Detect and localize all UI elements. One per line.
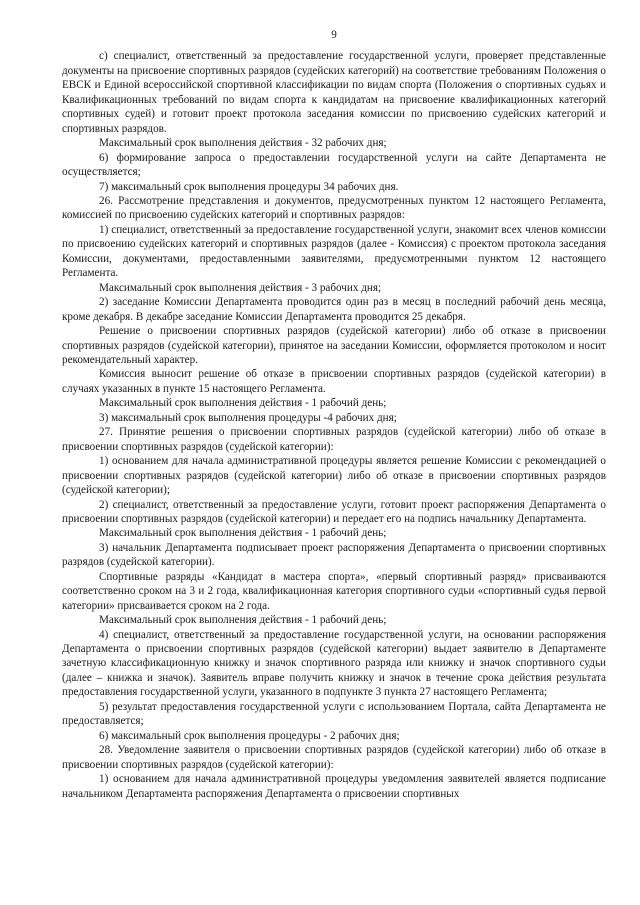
paragraph: Решение о присвоении спортивных разрядов (судейской категории) либо об отказе в присвоении спортивных разрядов (судейской категории), принятое на заседании Комиссии, оформляется протоколом и носит рекомендательный характер.	[62, 325, 606, 366]
paragraph: 7) максимальный срок выполнения процедуры 34 рабочих дня.	[99, 180, 399, 193]
page-number: 9	[331, 29, 337, 41]
paragraph: Максимальный срок выполнения действия - 1 рабочий день;	[99, 527, 387, 540]
paragraph: Максимальный срок выполнения действия - 32 рабочих дня;	[99, 137, 387, 150]
paragraph: Максимальный срок выполнения действия - 3 рабочих дня;	[99, 281, 382, 294]
paragraph: 27. Принятие решения о присвоении спортивных разрядов (судейской категории) либо об отказе в присвоении спортивных разрядов (судейской категории):	[62, 426, 606, 453]
paragraph: 4) специалист, ответственный за предоставление государственной услуги, на основании распоряжения Департамента о присвоении спортивных разрядов (судейской категории) выдает заявителю в Департаменте зачетную классификационную книжку и значок спортивного разряда или книжку и значок спортивного судьи (далее – книжка и значок). Заявитель вправе получить книжку и значок в течение срока действия результата предоставления государственной услуги, указанного в подпункте 3 пункта 27 настоящего Регламента;	[62, 628, 606, 699]
paragraph: 6) формирование запроса о предоставлении государственной услуги на сайте Департамента не осуществляется;	[62, 151, 606, 179]
paragraph: Спортивные разряды «Кандидат в мастера спорта», «первый спортивный разряд» присваиваются соответственно сроком на 3 и 2 года, квалификационная категория спортивного судьи «спортивный судья первой категории» присваивается сроком на 2 года.	[62, 570, 606, 612]
paragraph: 3) максимальный срок выполнения процедуры -4 рабочих дня;	[99, 411, 397, 424]
paragraph: 2) специалист, ответственный за предоставление услуги, готовит проект распоряжения Департамента о присвоении спортивных разрядов (судейской категории) и передает его на подпись начальнику Департамента.	[62, 498, 606, 525]
paragraph: 6) максимальный срок выполнения процедуры - 2 рабочих дня;	[99, 729, 400, 742]
paragraph: 1) основанием для начала административной процедуры уведомления заявителей является подписание начальником Департамента распоряжения Департамента о присвоении спортивных	[62, 773, 606, 800]
paragraph: 3) начальник Департамента подписывает проект распоряжения Департамента о присвоении спортивных разрядов (судейской категории).	[62, 541, 606, 569]
paragraph: Комиссия выносит решение об отказе в присвоении спортивных разрядов (судейской категории) в случаях указанных в пункте 15 настоящего Регламента.	[62, 368, 606, 395]
paragraph: 1) специалист, ответственный за предоставление государственной услуги, знакомит всех членов комиссии по присвоению судейских категорий и спортивных разрядов (далее - Комиссия) с проектом протокола заседания Комиссии, документами, предоставленными заявителями, предусмотренными пунктом 12 настоящего Регламента.	[62, 223, 606, 280]
paragraph: 28. Уведомление заявителя о присвоении спортивных разрядов (судейской категории) либо об отказе в присвоении спортивных разрядов (судейской категории):	[62, 744, 606, 771]
paragraph: 1) основанием для начала административной процедуры является решение Комиссии с рекомендацией о присвоении спортивных разрядов (судейской категории) либо об отказе в присвоении спортивных разрядов (судейской категории);	[62, 455, 606, 497]
paragraph: 26. Рассмотрение представления и документов, предусмотренных пунктом 12 настоящего Регламента, комиссией по присвоению судейских категорий и спортивных разрядов:	[62, 194, 606, 222]
paragraph: Максимальный срок выполнения действия - 1 рабочий день;	[99, 614, 387, 627]
paragraph: 2) заседание Комиссии Департамента проводится один раз в месяц в последний рабочий день месяца, кроме декабря. В декабре заседание Комиссии Департамента проводится 25 декабря.	[62, 296, 606, 323]
paragraph: 5) результат предоставления государственной услуги с использованием Портала, сайта Департамента не предоставляется;	[62, 700, 606, 728]
paragraph: с) специалист, ответственный за предоставление государственной услуги, проверяет представленные документы на присвоение спортивных разрядов (судейских категорий) на соответствие требованиям Положения о ЕВСК и Единой всероссийской спортивной классификации по видам спорта (Положения о спортивных судьях и Квалификационных требований по видам спорта к кандидатам на присвоение квалификационных категорий спортивных судей) и готовит проект протокола заседания комиссии по присвоению судейских категорий и спортивных разрядов.	[62, 50, 606, 135]
paragraph: Максимальный срок выполнения действия - 1 рабочий день;	[99, 397, 387, 410]
document-body	[62, 49, 606, 801]
